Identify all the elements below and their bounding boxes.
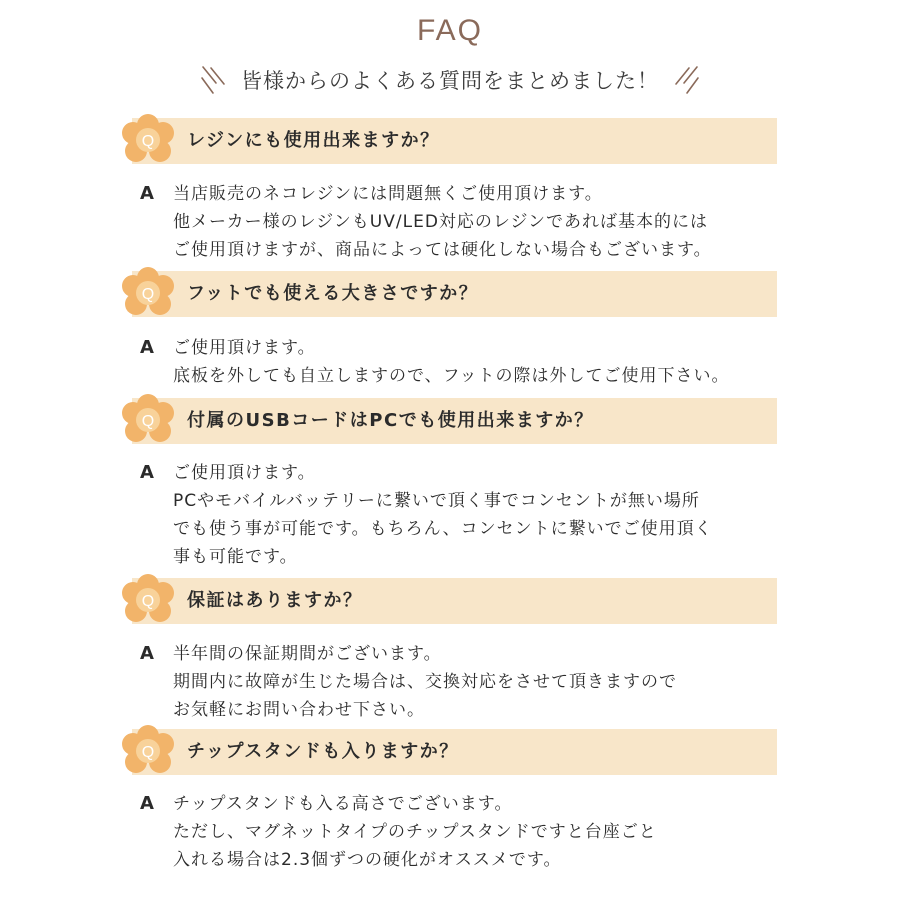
answer-line: でも使う事が可能です。もちろん、コンセントに繋いでご使用頂く xyxy=(173,519,713,539)
q-mark: Q xyxy=(141,593,155,610)
answer-line: 他メーカー様のレジンもUV/LED対応のレジンであれば基本的には xyxy=(173,212,709,232)
q-mark: Q xyxy=(141,744,155,761)
q-mark: Q xyxy=(141,413,155,430)
answer-line: お気軽にお問い合わせ下さい。 xyxy=(173,700,425,720)
q-mark: Q xyxy=(141,286,155,303)
answer-line: チップスタンドも入る高さでございます。 xyxy=(173,794,513,814)
answer-line: 入れる場合は2.3個ずつの硬化がオススメです。 xyxy=(173,850,562,870)
flower-q-icon xyxy=(120,114,176,168)
page-subtitle: 皆様からのよくある質問をまとめました！ xyxy=(241,69,659,93)
answer-line: ご使用頂けますが、商品によっては硬化しない場合もございます。 xyxy=(173,240,712,260)
answer-line: 事も可能です。 xyxy=(173,547,298,567)
flower-q-icon xyxy=(120,394,176,448)
answer-line: 期間内に故障が生じた場合は、交換対応をさせて頂きますので xyxy=(173,672,677,692)
answer-line: ご使用頂けます。 xyxy=(173,463,316,483)
answer-line: ただし、マグネットタイプのチップスタンドですと台座ごと xyxy=(173,822,657,842)
spark-lines-right-icon xyxy=(673,64,701,96)
answer-line: 当店販売のネコレジンには問題無くご使用頂けます。 xyxy=(173,184,603,204)
answer-mark: A xyxy=(140,793,154,814)
flower-q-icon xyxy=(120,725,176,779)
question-text: レジンにも使用出来ますか？ xyxy=(187,130,440,151)
question-text: フットでも使える大きさですか？ xyxy=(187,283,479,304)
answer-line: PCやモバイルバッテリーに繋いで頂く事でコンセントが無い場所 xyxy=(173,491,700,511)
spark-lines-left-icon xyxy=(199,64,227,96)
answer-line: 底板を外しても自立しますので、フットの際は外してご使用下さい。 xyxy=(173,366,730,386)
flower-q-icon xyxy=(120,574,176,628)
answer-line: 半年間の保証期間がございます。 xyxy=(173,644,442,664)
subtitle-row xyxy=(0,62,900,98)
question-text: 保証はありますか？ xyxy=(187,590,363,611)
question-text: 付属のUSBコードはPCでも使用出来ますか？ xyxy=(187,410,594,431)
answer-mark: A xyxy=(140,337,154,358)
answer-mark: A xyxy=(140,462,154,483)
flower-q-icon xyxy=(120,267,176,321)
question-text: チップスタンドも入りますか？ xyxy=(187,741,459,762)
page-title: FAQ xyxy=(416,14,483,47)
answer-line: ご使用頂けます。 xyxy=(173,338,316,358)
q-mark: Q xyxy=(141,133,155,150)
answer-mark: A xyxy=(140,643,154,664)
answer-mark: A xyxy=(140,183,154,204)
